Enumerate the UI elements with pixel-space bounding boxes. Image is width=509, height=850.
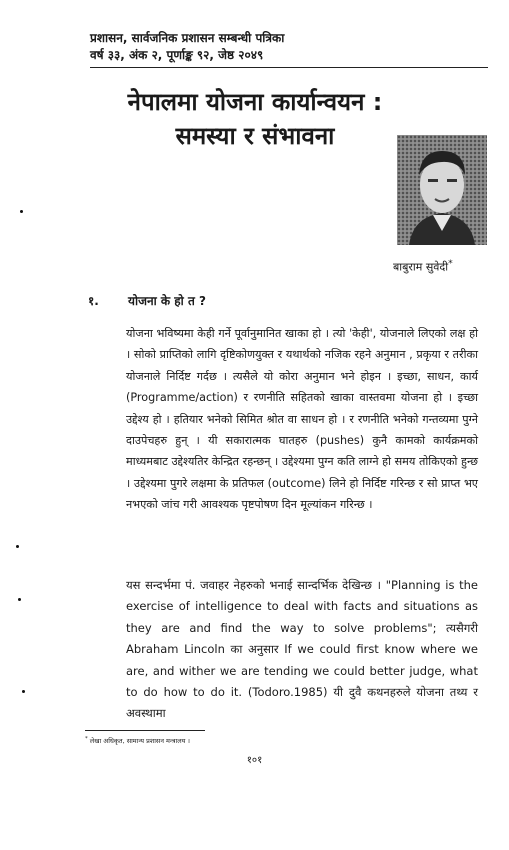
author-footnote-mark: *	[448, 258, 453, 269]
journal-header	[90, 30, 490, 64]
footnote-mark: *	[85, 736, 88, 742]
page-number: १०१	[246, 755, 263, 766]
journal-issue: वर्ष ३३, अंक २, पूर्णाङ्क ९२, जेष्ठ २०४९	[90, 48, 264, 62]
journal-name: प्रशासन, सार्वजनिक प्रशासन सम्बन्धी पत्रिका	[90, 31, 285, 45]
footnote	[85, 736, 190, 745]
author-name-text: बाबुराम सुवेदी	[393, 260, 449, 274]
scan-speck	[22, 690, 25, 693]
footnote-text: लेखा अधिकृत, सामान्य प्रशासन मन्त्रालय ।	[89, 737, 190, 746]
scan-speck	[20, 210, 23, 213]
article-title-line1: नेपालमा योजना कार्यान्वयन :	[127, 88, 383, 116]
paragraph-2: यस सन्दर्भमा पं. जवाहर नेहरुको भनाई सान्दर्भिक देखिन्छ । "Planning is the exercise of intelligence to deal with facts and situations as they are and find the way to solve problems"; त्यसैगरी Abraham Lincoln का अनुसार If we could first know where we are, and wither we are tending we could better judge, what to do how to do it. (Todoro.1985) यी दुवै कथनहरुले योजना तथ्य र अवस्थामा	[126, 578, 478, 721]
section-number: १.	[88, 294, 99, 308]
section-title: योजना के हो त ?	[128, 294, 206, 308]
footnote-rule	[85, 730, 205, 731]
scan-speck	[18, 598, 21, 601]
scan-speck	[16, 545, 19, 548]
author-name	[393, 258, 453, 275]
header-rule	[90, 67, 488, 68]
paragraph-1: योजना भविष्यमा केही गर्ने पूर्वानुमानित खाका हो । त्यो 'केही', योजनाले लिएको लक्ष हो । सोको प्राप्तिको लागि दृष्टिकोणयुक्त र यथार्थको नजिक रहने अनुमान , प्रकृया र तरीका योजनाले निर्दिष्ट गर्दछ । त्यसैले यो कोरा अनुमान भने होइन । इच्छा, साधन, कार्य (Programme/action) र रणनीति सहितको खाका वास्तवमा योजना हो । इच्छा उद्देश्य हो । हतियार भनेको सिमित श्रोत वा साधन हो । र रणनीति भनेको गन्तव्यमा पुग्ने दाउपेचहरु हुन् । यी सकारात्मक घातहरु (pushes) कुनै कामको कार्यक्रमको माध्यमबाट उद्देश्यतिर केन्द्रित रहन्छन् । उद्देश्यमा पुग्न कति लाग्ने हो समय तोकिएको हुन्छ । उद्देश्यमा पुगरे लक्षमा के प्रतिफल (outcome) लिने हो निर्दिष्ट गरिन्छ र सो प्राप्त भए नभएको जांच गरी आवश्यक पृष्टपोषण दिन मूल्यांकन गरिन्छ ।	[126, 327, 478, 512]
article-title-line2: समस्या र संभावना	[175, 122, 335, 150]
article-title	[60, 85, 450, 153]
author-photo	[397, 135, 487, 245]
section-heading	[88, 292, 206, 309]
